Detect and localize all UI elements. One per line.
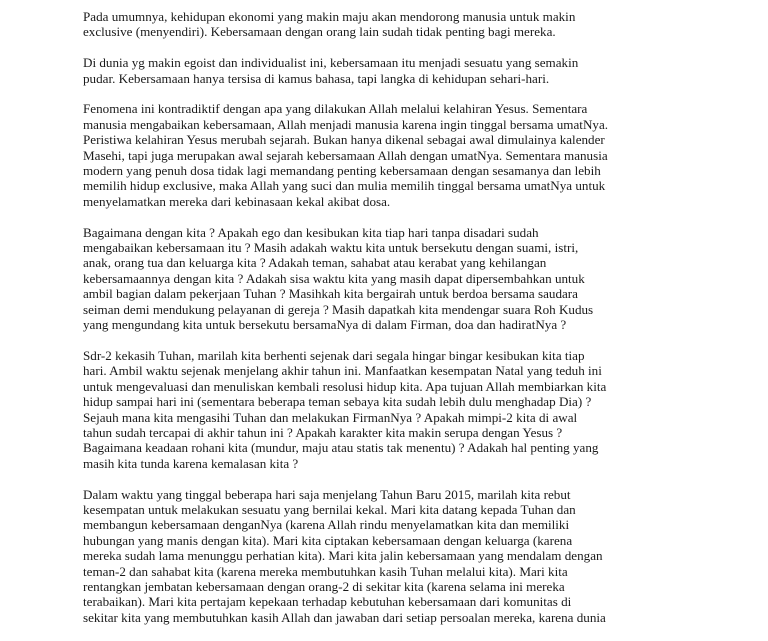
text-line: Bagaimana keadaan rohani kita (mundur, maju atau statis tak menentu) ? Adakah hal penting yang: [83, 440, 599, 456]
text-line: teman-2 dan sahabat kita (karena mereka membutuhkan kasih Tuhan melalui kita). Mari kita: [83, 563, 568, 579]
text-line: mereka sudah lama menunggu perhatian kita). Mari kita jalin kebersamaan yang mendalam dengan: [83, 548, 603, 564]
text-line: sekitar kita yang membutuhkan kasih Allah dan jawaban dari setiap persoalan mereka, karena dunia: [83, 609, 606, 625]
text-line: seiman demi mendukung pelayanan di gereja ? Masih dapatkah kita mendengar suara Roh Kudus: [83, 301, 594, 317]
text-line: manusia mengabaikan kebersamaan, Allah menjadi manusia karena ingin tinggal bersama umatNya.: [83, 116, 609, 132]
text-line: Masehi, tapi juga merupakan awal sejarah kebersamaan Allah dengan umatNya. Sementara manusia: [83, 147, 608, 163]
text-line: hidup sampai hari ini (sementara beberapa teman sebaya kita sudah lebih dulu menghadap Dia) ?: [83, 394, 592, 410]
text-line: modern yang penuh dosa tidak lagi memandang penting kebersamaan dengan sesamanya dan lebih: [83, 163, 601, 179]
paragraph: [83, 9, 689, 40]
document-page: [83, 9, 689, 641]
paragraph: [83, 487, 689, 626]
text-line: masih kita tunda karena kemalasan kita ?: [83, 455, 299, 471]
text-line: Sejauh mana kita mengasihi Tuhan dan melakukan FirmanNya ? Apakah mimpi-2 kita di awal: [83, 409, 578, 425]
text-line: Peristiwa kelahiran Yesus merubah sejarah. Bukan hanya dikenal sebagai awal dimulainya kalender: [83, 132, 605, 148]
text-line: pudar. Kebersamaan hanya tersisa di kamus bahasa, tapi langka di kehidupan sehari-hari.: [83, 70, 550, 86]
text-line: menyelamatkan mereka dari kebinasaan kekal akibat dosa.: [83, 193, 391, 209]
paragraph: [83, 348, 689, 471]
paragraph: [83, 225, 689, 333]
text-line: memilih hidup exclusive, maka Allah yang suci dan mulia memilih tinggal bersama umatNya untuk: [83, 178, 606, 194]
paragraph: [83, 101, 689, 209]
text-line: exclusive (menyendiri). Kebersamaan dengan orang lain sudah tidak penting bagi mereka.: [83, 24, 556, 40]
text-line: rentangkan jembatan kebersamaan dengan orang-2 di sekitar kita (karena selama ini mereka: [83, 578, 565, 594]
paragraph: [83, 55, 689, 86]
text-line: untuk mengevaluasi dan menuliskan kembali resolusi hidup kita. Apa tujuan Allah membiarkan kita: [83, 378, 607, 394]
text-line: kesempatan untuk melakukan sesuatu yang bernilai kekal. Mari kita datang kepada Tuhan dan: [83, 501, 576, 517]
text-line: ambil bagian dalam pekerjaan Tuhan ? Masihkah kita bergairah untuk berdoa bersama saudara: [83, 286, 578, 302]
text-line: Di dunia yg makin egoist dan individualist ini, kebersamaan itu menjadi sesuatu yang semakin: [83, 55, 579, 71]
text-line: terabaikan). Mari kita pertajam kepekaan terhadap kebutuhan kebersamaan dari komunitas di: [83, 594, 572, 610]
text-line: hari. Ambil waktu sejenak menjelang akhir tahun ini. Manfaatkan kesempatan Natal yang teduh ini: [83, 363, 602, 379]
text-line: hubungan yang manis dengan kita). Mari kita ciptakan kebersamaan dengan keluarga (karena: [83, 532, 573, 548]
text-line: Bagaimana dengan kita ? Apakah ego dan kesibukan kita tiap hari tanpa disadari sudah: [83, 224, 539, 240]
text-line: Fenomena ini kontradiktif dengan apa yang dilakukan Allah melalui kelahiran Yesus. Sementara: [83, 101, 588, 117]
text-line: Sdr-2 kekasih Tuhan, marilah kita berhenti sejenak dari segala hingar bingar kesibukan kita tiap: [83, 347, 585, 363]
text-line: Pada umumnya, kehidupan ekonomi yang makin maju akan mendorong manusia untuk makin: [83, 9, 576, 24]
text-line: anak, orang tua dan keluarga kita ? Adakah teman, sahabat atau kerabat yang kehilangan: [83, 255, 547, 271]
text-line: tahun sudah tercapai di akhir tahun ini ? Apakah karakter kita makin serupa dengan Yesus ?: [83, 424, 563, 440]
text-line: mengabaikan kebersamaan itu ? Masih adakah waktu kita untuk bersekutu dengan suami, istri,: [83, 240, 579, 256]
text-line: yang mengundang kita untuk bersekutu bersamaNya di dalam Firman, doa dan hadiratNya ?: [83, 317, 567, 333]
text-line: kebersamaannya dengan kita ? Adakah sisa waktu kita yang masih dapat dipersembahkan untuk: [83, 270, 585, 286]
text-line: Dalam waktu yang tinggal beberapa hari saja menjelang Tahun Baru 2015, marilah kita rebut: [83, 486, 571, 502]
text-line: membangun kebersamaan denganNya (karena Allah rindu menyelamatkan kita dan memiliki: [83, 517, 570, 533]
